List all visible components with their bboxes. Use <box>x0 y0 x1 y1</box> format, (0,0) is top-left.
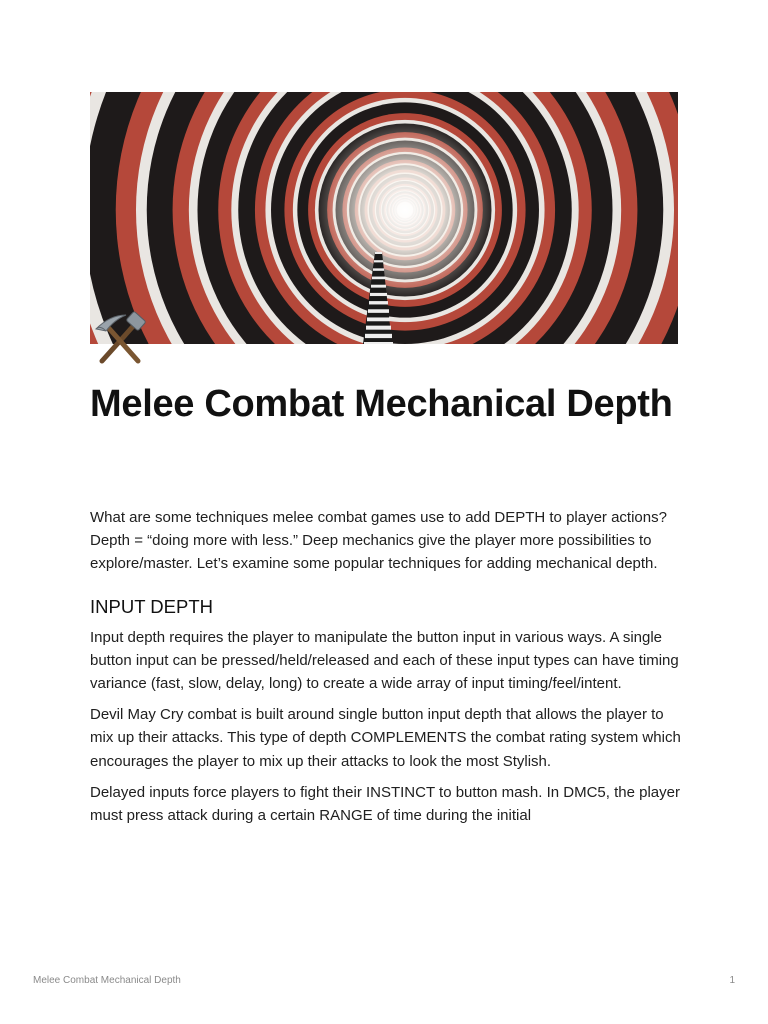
page-title: Melee Combat Mechanical Depth <box>90 383 673 425</box>
body-paragraph: Input depth requires the player to manipulate the button input in various ways. A single button input can be pressed/held/released and each of these input types can have timing variance (fast, slow, delay, long) to create a wide array of input timing/feel/intent. <box>90 628 679 693</box>
body-paragraph: Devil May Cry combat is built around single button input depth that allows the player to mix up their attacks. This type of depth COMPLEMENTS the combat rating system which encourages the player to mix up their attacks to look the most Stylish. <box>90 706 681 770</box>
page-content <box>90 506 686 835</box>
footer-page-number: 1 <box>729 975 735 986</box>
section-heading: INPUT DEPTH <box>90 595 214 617</box>
tunnel-rings-image <box>90 92 678 344</box>
body-paragraph: Delayed inputs force players to fight their INSTINCT to button mash. In DMC5, the player must press attack during a certain RANGE of time during the initial <box>90 783 680 825</box>
intro-paragraph: What are some techniques melee combat games use to add DEPTH to player actions? Depth = “doing more with less.” Deep mechanics give the player more possibilities to explore/master. Let’s examine some popular techniques for adding mechanical depth. <box>90 509 667 573</box>
footer-title: Melee Combat Mechanical Depth <box>33 975 181 986</box>
hammer-and-pick-icon <box>92 311 148 367</box>
cover-image <box>90 92 678 344</box>
